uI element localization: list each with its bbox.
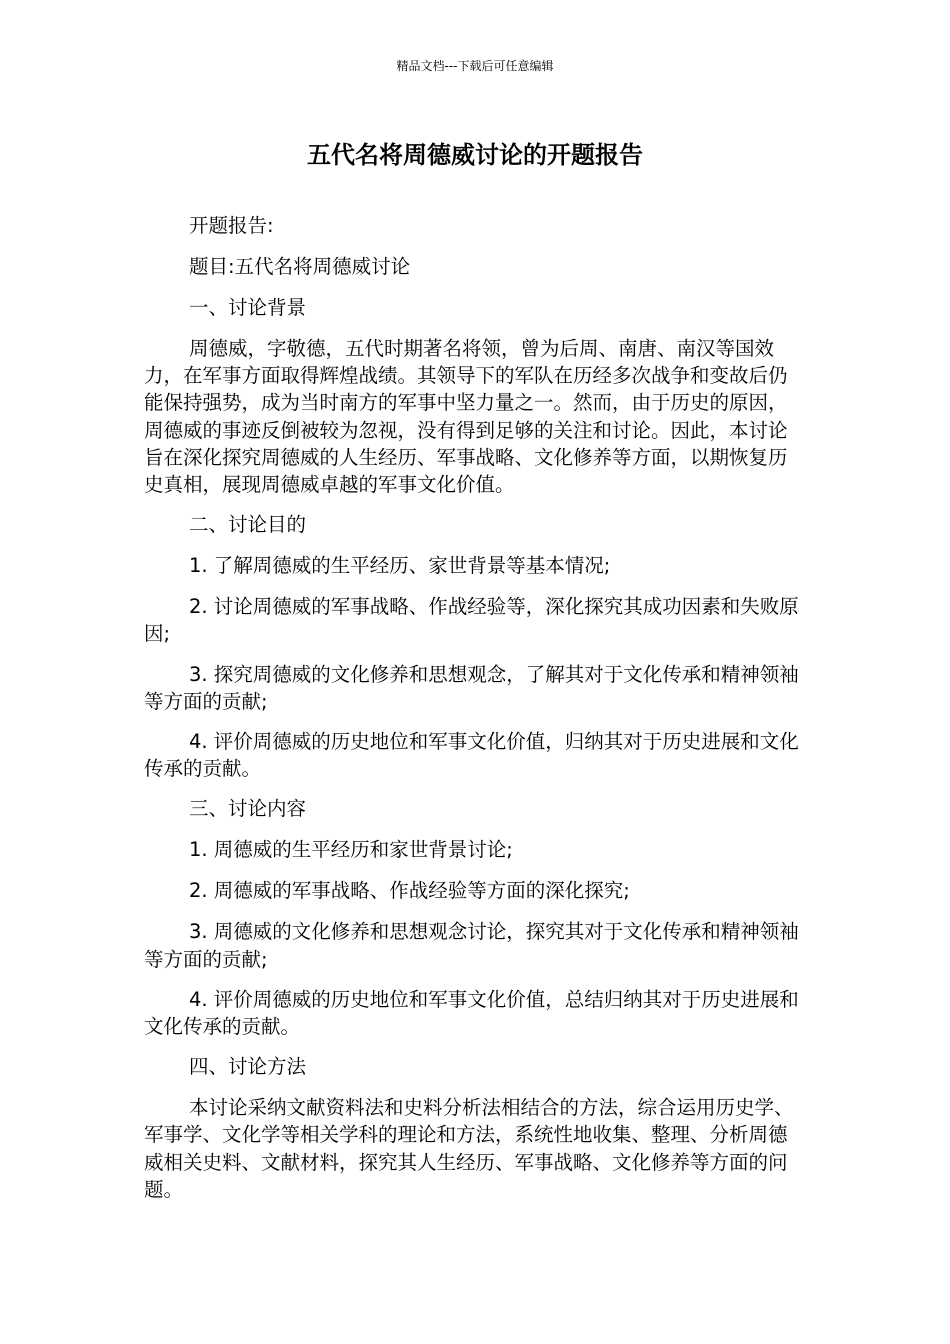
- section-heading-purpose: 二、讨论目的: [189, 513, 307, 537]
- content-item-3: 3. 周德威的文化修养和思想观念讨论，探究其对于文化传承和精神领袖等方面的贡献;: [144, 920, 799, 971]
- content-item-2: 2. 周德威的军事战略、作战经验等方面的深化探究;: [189, 879, 630, 903]
- content-item-1: 1. 周德威的生平经历和家世背景讨论;: [189, 838, 513, 862]
- paragraph-report-label: 开题报告:: [189, 214, 274, 237]
- purpose-item-1: 1. 了解周德威的生平经历、家世背景等基本情况;: [189, 554, 611, 578]
- content-item-4: 4. 评价周德威的历史地位和军事文化价值，总结归纳其对于历史进展和文化传承的贡献。: [144, 987, 799, 1039]
- paragraph-method: 本讨论采纳文献资料法和史料分析法相结合的方法，综合运用历史学、军事学、文化学等相关学科的理论和方法，系统性地收集、整理、分析周德威相关史料、文献材料，探究其人生经历、军事战略、文化修养等方面的问题。: [144, 1096, 794, 1201]
- purpose-item-2: 2. 讨论周德威的军事战略、作战经验等，深化探究其成功因素和失败原因;: [144, 595, 799, 646]
- purpose-item-3: 3. 探究周德威的文化修养和思想观念，了解其对于文化传承和精神领袖等方面的贡献;: [144, 662, 799, 713]
- section-heading-background: 一、讨论背景: [189, 296, 307, 319]
- document-title: 五代名将周德威讨论的开题报告: [307, 141, 643, 169]
- purpose-item-4: 4. 评价周德威的历史地位和军事文化价值，归纳其对于历史进展和文化传承的贡献。: [144, 730, 799, 781]
- document-body: [144, 212, 800, 1216]
- section-heading-content: 三、讨论内容: [189, 797, 307, 821]
- section-heading-method: 四、讨论方法: [189, 1055, 307, 1079]
- paragraph-topic: 题目:五代名将周德威讨论: [189, 255, 411, 278]
- paragraph-background: 周德威，字敬德，五代时期著名将领，曾为后周、南唐、南汉等国效力，在军事方面取得辉煌战绩。其领导下的军队在历经多次战争和变故后仍能保持强势，成为当时南方的军事中坚力量之一。然而，由于历史的原因，周德威的事迹反倒被较为忽视，没有得到足够的关注和讨论。因此，本讨论旨在深化探究周德威的人生经历、军事战略、文化修养等方面，以期恢复历史真相，展现周德威卓越的军事文化价值。: [144, 337, 788, 497]
- page-header: 精品文档---下载后可任意编辑: [396, 59, 554, 73]
